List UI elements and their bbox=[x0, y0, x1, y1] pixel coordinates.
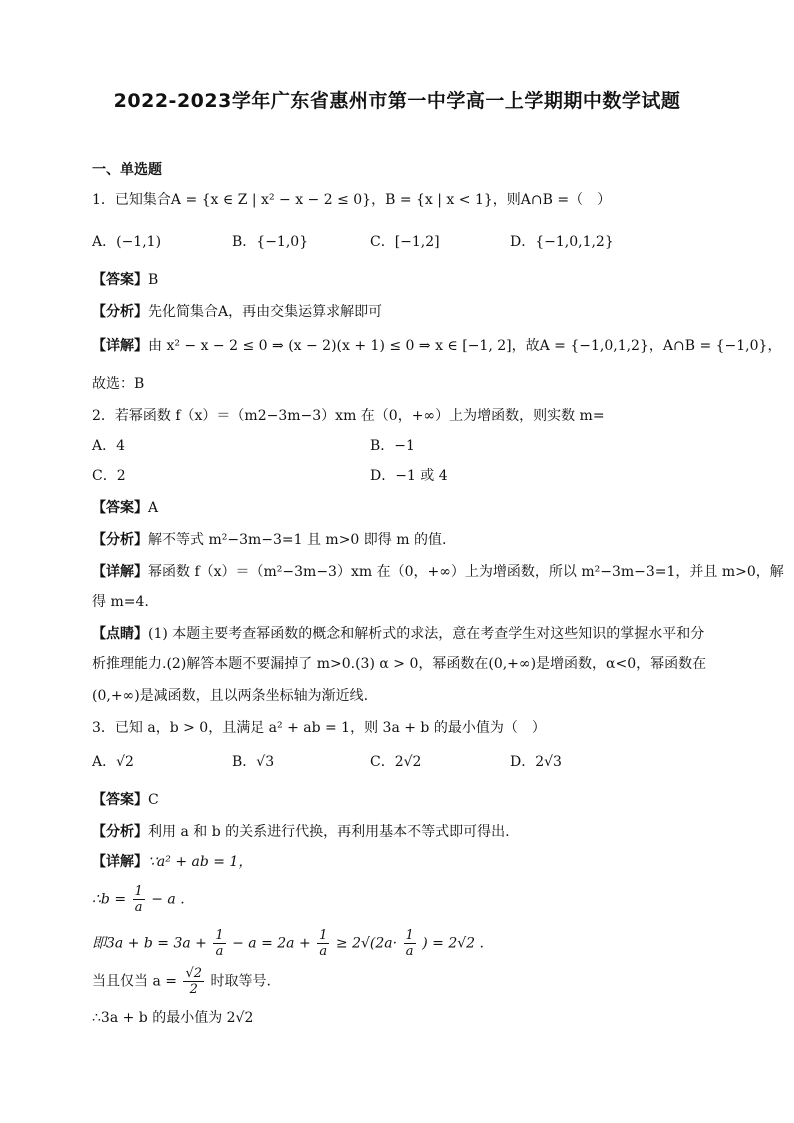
section-heading: 一、单选题 bbox=[92, 162, 162, 178]
q1-option-c: C．[−1,2] bbox=[370, 234, 440, 250]
detail-tag: 【详解】 bbox=[92, 338, 148, 354]
comment-tag: 【点睛】 bbox=[92, 626, 148, 642]
numerator: √2 bbox=[185, 966, 202, 981]
q1-detail bbox=[92, 336, 781, 356]
math-text: 时取等号. bbox=[210, 973, 271, 990]
q1-stem: 1．已知集合A = {x ∈ Z | x² − x − 2 ≤ 0}，B = {x | x < 1}，则A∩B =（ ） bbox=[92, 192, 612, 208]
fraction bbox=[317, 928, 329, 959]
document-title: 2022-2023学年广东省惠州市第一中学高一上学期期中数学试题 bbox=[113, 90, 681, 112]
q2-option-b: B．−1 bbox=[370, 438, 415, 454]
numerator: 1 bbox=[319, 928, 328, 943]
q3-detail-line5: ∴3a + b 的最小值为 2√2 bbox=[92, 1010, 254, 1026]
analysis-text: 利用 a 和 b 的关系进行代换，再利用基本不等式即可得出. bbox=[148, 824, 510, 840]
q3-detail-line3 bbox=[92, 928, 484, 959]
q2-option-c: C．2 bbox=[92, 468, 126, 484]
answer-value: B bbox=[148, 272, 159, 288]
answer-tag: 【答案】 bbox=[92, 500, 148, 516]
q1-analysis bbox=[92, 302, 382, 322]
q3-option-d: D．2√3 bbox=[510, 754, 562, 770]
comment-text: (1) 本题主要考查幂函数的概念和解析式的求法，意在考查学生对这些知识的掌握水平和分 bbox=[148, 626, 705, 642]
q3-analysis bbox=[92, 822, 510, 842]
numerator: 1 bbox=[215, 928, 224, 943]
q3-option-c: C．2√2 bbox=[370, 754, 422, 770]
detail-text: ∵a² + ab = 1， bbox=[148, 854, 253, 870]
fraction bbox=[213, 928, 225, 959]
q1-option-d: D．{−1,0,1,2} bbox=[510, 234, 614, 250]
denominator: a bbox=[215, 944, 224, 959]
q2-detail-line1 bbox=[92, 562, 784, 582]
math-text: ) = 2√2 . bbox=[422, 935, 484, 952]
fraction bbox=[404, 928, 416, 959]
analysis-text: 先化简集合A，再由交集运算求解即可 bbox=[148, 304, 383, 320]
q2-analysis bbox=[92, 530, 446, 550]
denominator: 2 bbox=[189, 982, 198, 997]
denominator: a bbox=[319, 944, 328, 959]
q2-detail-line2: 得 m=4. bbox=[92, 594, 149, 610]
q3-option-b: B．√3 bbox=[232, 754, 275, 770]
detail-text: 由 x² − x − 2 ≤ 0 ⇒ (x − 2)(x + 1) ≤ 0 ⇒ x ∈ [−1, 2]，故A = {−1,0,1,2}，A∩B = {−1,0}， bbox=[148, 338, 782, 354]
q2-comment-line1 bbox=[92, 624, 704, 644]
numerator: 1 bbox=[405, 928, 414, 943]
denominator: a bbox=[405, 944, 414, 959]
q3-stem: 3．已知 a，b > 0，且满足 a² + ab = 1，则 3a + b 的最小值为（ ） bbox=[92, 720, 546, 736]
q1-conclusion: 故选：B bbox=[92, 376, 145, 392]
fraction bbox=[133, 884, 145, 915]
q2-answer bbox=[92, 498, 158, 518]
math-text: − a = 2a + bbox=[232, 935, 311, 952]
q3-detail-line2 bbox=[92, 884, 185, 915]
math-text: 即3a + b = 3a + bbox=[92, 935, 207, 952]
denominator: a bbox=[134, 900, 143, 915]
math-text: ≥ 2√(2a· bbox=[335, 935, 398, 952]
q2-stem: 2．若幂函数 f（x）＝（m2−3m−3）xm 在（0，+∞）上为增函数，则实数 m= bbox=[92, 408, 605, 424]
numerator: 1 bbox=[134, 884, 143, 899]
detail-tag: 【详解】 bbox=[92, 854, 148, 870]
q2-comment-line2: 析推理能力.(2)解答本题不要漏掉了 m>0.(3) α > 0，幂函数在(0,+∞)是增函数，α<0，幂函数在 bbox=[92, 656, 707, 672]
q1-option-a: A．(−1,1) bbox=[92, 234, 162, 250]
analysis-tag: 【分析】 bbox=[92, 824, 148, 840]
analysis-tag: 【分析】 bbox=[92, 304, 148, 320]
q2-option-d: D．−1 或 4 bbox=[370, 468, 448, 484]
answer-tag: 【答案】 bbox=[92, 272, 148, 288]
fraction bbox=[183, 966, 204, 997]
answer-value: C bbox=[148, 792, 159, 808]
math-text: ∴b = bbox=[92, 891, 127, 908]
q3-option-a: A．√2 bbox=[92, 754, 134, 770]
answer-tag: 【答案】 bbox=[92, 792, 148, 808]
detail-text: 幂函数 f（x）＝（m²−3m−3）xm 在（0，+∞）上为增函数，所以 m²−3m−3=1，并且 m>0，解 bbox=[148, 564, 784, 580]
detail-tag: 【详解】 bbox=[92, 564, 148, 580]
math-text: − a . bbox=[151, 891, 185, 908]
analysis-tag: 【分析】 bbox=[92, 532, 148, 548]
q1-option-b: B．{−1,0} bbox=[232, 234, 309, 250]
q3-detail-line4 bbox=[92, 966, 271, 997]
q2-option-a: A．4 bbox=[92, 438, 126, 454]
q2-comment-line3: (0,+∞)是减函数，且以两条坐标轴为渐近线. bbox=[92, 688, 369, 704]
answer-value: A bbox=[148, 500, 159, 516]
q3-detail-line1 bbox=[92, 852, 252, 872]
analysis-text: 解不等式 m²−3m−3=1 且 m>0 即得 m 的值. bbox=[148, 532, 447, 548]
math-text: 当且仅当 a = bbox=[92, 973, 177, 990]
q3-answer bbox=[92, 790, 159, 810]
q1-answer bbox=[92, 270, 158, 290]
